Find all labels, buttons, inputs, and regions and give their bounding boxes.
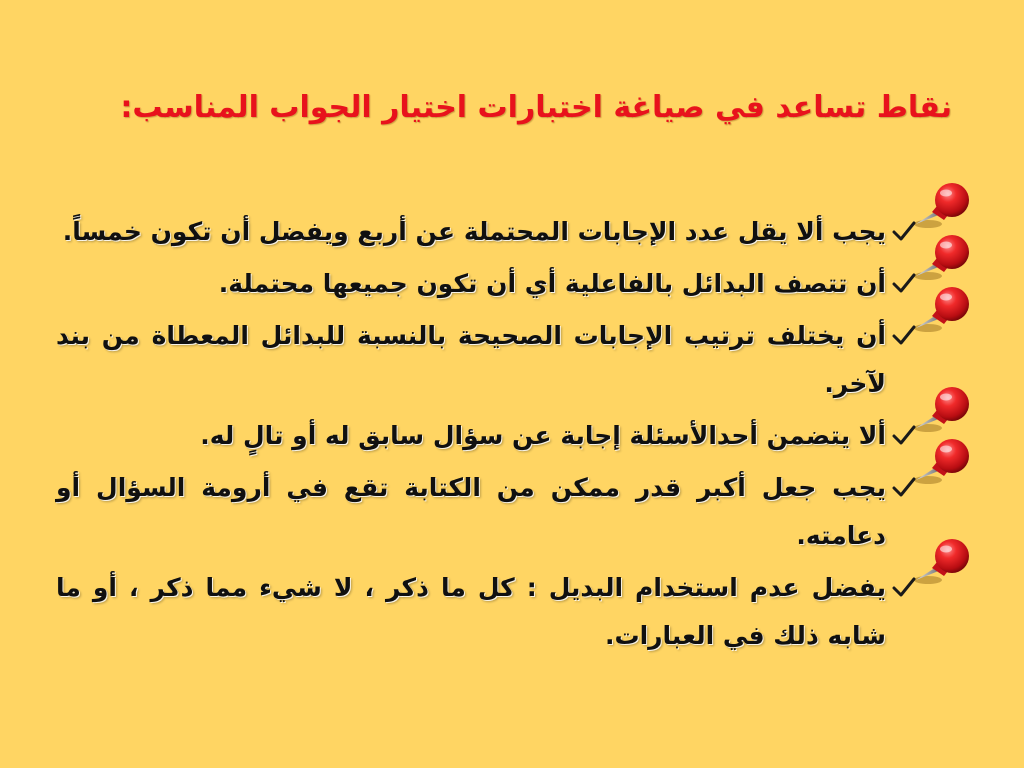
check-mark-icon (892, 476, 916, 498)
list-item (56, 412, 916, 460)
push-pin-icon (908, 436, 972, 488)
bullet-text: يفضل عدم استخدام البديل : كل ما ذكر ، لا شيء مما ذكر ، أو ما شابه ذلك في العبارات. (56, 573, 886, 650)
list-item (56, 260, 916, 308)
list-item (56, 564, 916, 660)
push-pin-icon (908, 384, 972, 436)
push-pin-icon (908, 180, 972, 232)
check-mark-icon (892, 324, 916, 346)
push-pin-icon (908, 536, 972, 588)
list-item (56, 208, 916, 256)
push-pin-icon (908, 284, 972, 336)
check-mark-icon (892, 576, 916, 598)
push-pin-icon (908, 232, 972, 284)
bullet-list (56, 208, 916, 664)
list-item (56, 464, 916, 560)
slide-title: نقاط تساعد في صياغة اختبارات اختيار الجواب المناسب: (120, 90, 952, 125)
bullet-text: أن تتصف البدائل بالفاعلية أي أن تكون جميعها محتملة. (218, 269, 886, 298)
bullet-text: أن يختلف ترتيب الإجابات الصحيحة بالنسبة للبدائل المعطاة من بند لآخر. (56, 321, 886, 398)
bullet-text: ألا يتضمن أحدالأسئلة إجابة عن سؤال سابق له أو تالٍ له. (200, 421, 886, 450)
bullet-text: يجب ألا يقل عدد الإجابات المحتملة عن أربع ويفضل أن تكون خمساً. (62, 217, 886, 246)
bullet-text: يجب جعل أكبر قدر ممكن من الكتابة تقع في أرومة السؤال أو دعامته. (56, 473, 886, 550)
list-item (56, 312, 916, 408)
